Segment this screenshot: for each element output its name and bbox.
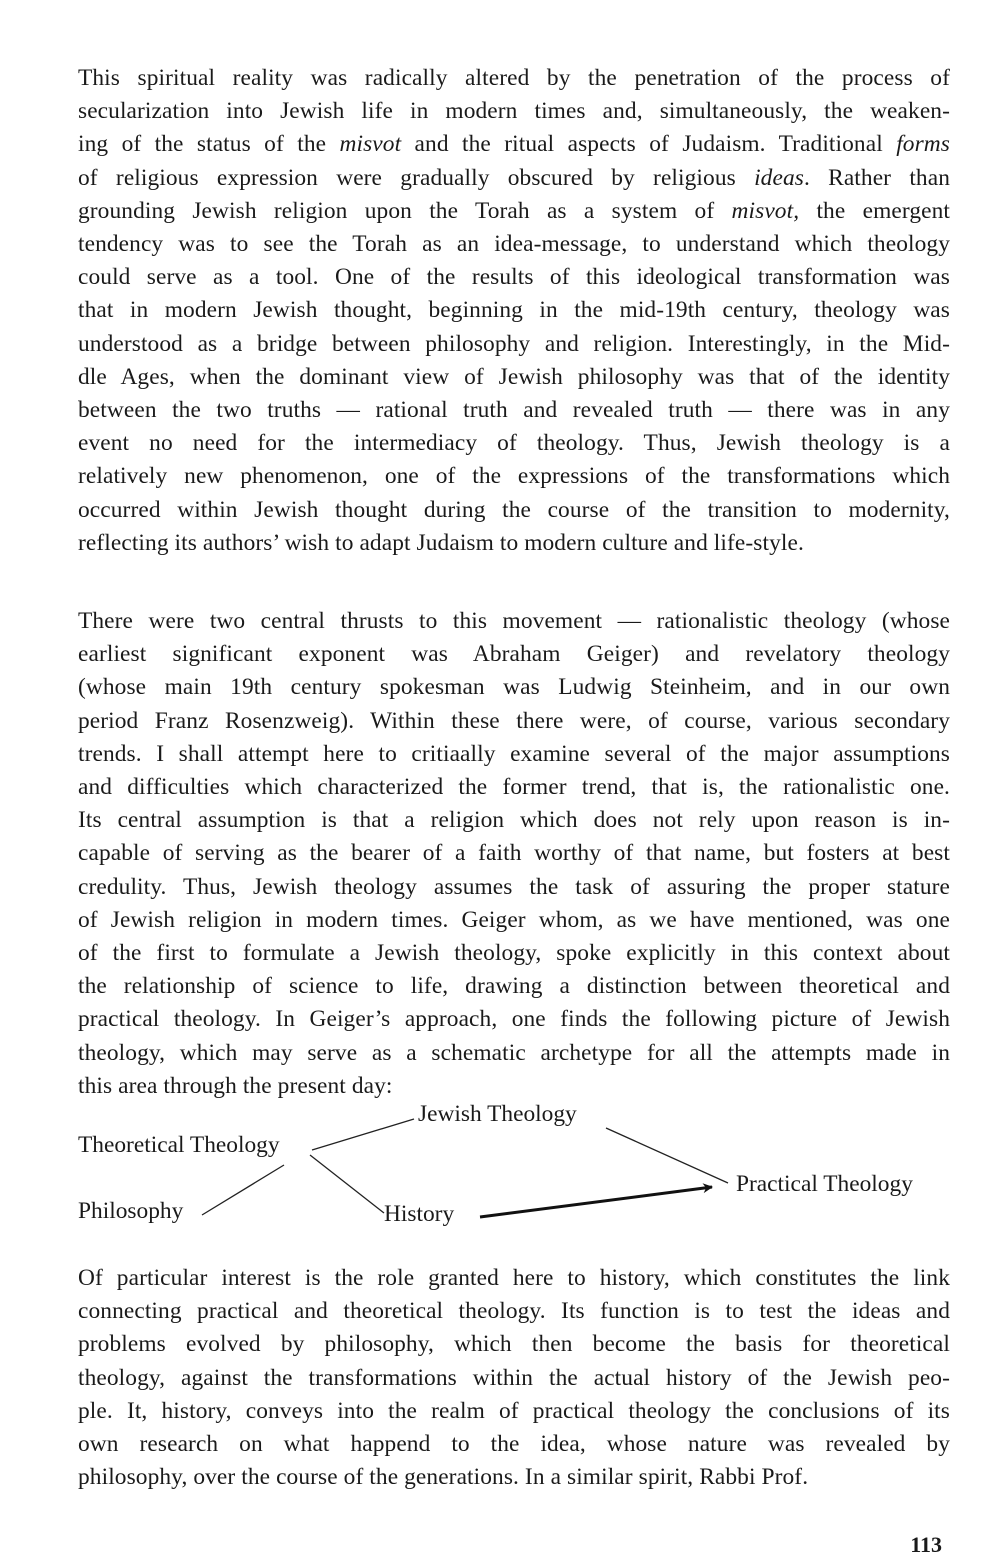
italic-term: forms (896, 131, 950, 158)
text-line: theology, which may serve as a schematic archetype for all the attempts made in (78, 1039, 950, 1066)
text-line: own research on what happend to the idea, whose nature was revealed by (78, 1431, 950, 1458)
text-line: ing of the status of the misvot and the ritual aspects of Judaism. Traditional forms (78, 131, 950, 158)
label-practical-theology: Practical Theology (736, 1171, 913, 1197)
text-line: period Franz Rosenzweig). Within these there were, of course, various secondary (78, 707, 950, 734)
text-line: Of particular interest is the role granted here to history, which constitutes the link (78, 1265, 950, 1291)
text-line: and difficulties which characterized the former trend, that is, the rationalistic one. (78, 774, 950, 801)
text-line: could serve as a tool. One of the results of this ideological transformation was (78, 264, 950, 291)
text-line: grounding Jewish religion upon the Torah as a system of misvot, the emergent (78, 197, 950, 224)
label-philosophy: Philosophy (78, 1198, 184, 1224)
text-line: philosophy, over the course of the generations. In a similar spirit, Rabbi Prof. (78, 1464, 809, 1491)
line-theoretical-to-history (310, 1155, 384, 1213)
text-line: dle Ages, when the dominant view of Jewish philosophy was that of the identity (78, 363, 950, 390)
paragraph-3 (78, 1262, 950, 1494)
line-theoretical-to-jewish (312, 1119, 414, 1150)
text-line: tendency was to see the Torah as an idea-message, to understand which theology (78, 231, 950, 258)
line-jewish-to-practical (606, 1128, 728, 1183)
text-line: ple. It, history, conveys into the realm of practical theology the conclusions of its (78, 1397, 950, 1424)
text-line: connecting practical and theoretical theology. Its function is to test the ideas and (78, 1298, 950, 1325)
text-line: capable of serving as the bearer of a faith worthy of that name, but fosters at best (78, 840, 950, 867)
text-line: occurred within Jewish thought during the course of the transition to modernity, (78, 496, 950, 523)
text-line: reflecting its authors’ wish to adapt Judaism to modern culture and life-style. (78, 529, 804, 556)
text-line: theology, against the transformations within the actual history of the Jewish peo- (78, 1364, 950, 1391)
text-line: that in modern Jewish thought, beginning in the mid-19th century, theology was (78, 297, 950, 324)
text-line: Its central assumption is that a religion which does not rely upon reason is in- (78, 807, 950, 834)
theology-diagram (0, 1095, 1000, 1245)
arrow-history-to-practical (480, 1187, 712, 1217)
italic-term: misvot, (731, 197, 800, 224)
text-line: There were two central thrusts to this movement — rationalistic theology (whose (78, 608, 950, 634)
text-line: understood as a bridge between philosophy and religion. Interestingly, in the Mid- (78, 330, 950, 357)
italic-term: ideas (754, 164, 804, 191)
text-line: secularization into Jewish life in modern times and, simultaneously, the weaken- (78, 98, 950, 125)
text-line: trends. I shall attempt here to critiaally examine several of the major assumptions (78, 740, 950, 767)
text-line: of religious expression were gradually obscured by religious ideas. Rather than (78, 164, 950, 191)
text-line: problems evolved by philosophy, which then become the basis for theoretical (78, 1331, 950, 1358)
line-philosophy-to-theoretical (202, 1165, 284, 1215)
text-line: earliest significant exponent was Abraham Geiger) and revelatory theology (78, 641, 950, 668)
text-line: credulity. Thus, Jewish theology assumes the task of assuring the proper stature (78, 873, 950, 900)
text-line: of Jewish religion in modern times. Geiger whom, as we have mentioned, was one (78, 906, 950, 933)
paragraph-1 (78, 62, 950, 560)
text-line: event no need for the intermediacy of theology. Thus, Jewish theology is a (78, 430, 950, 457)
label-history: History (384, 1201, 455, 1227)
text-line: the relationship of science to life, drawing a distinction between theoretical and (78, 973, 950, 1000)
label-jewish-theology: Jewish Theology (418, 1101, 577, 1127)
text-line: this area through the present day: (78, 1072, 393, 1099)
paragraph-2 (78, 605, 950, 1103)
text-line: (whose main 19th century spokesman was Ludwig Steinheim, and in our own (78, 674, 950, 701)
text-line: relatively new phenomenon, one of the expressions of the transformations which (78, 463, 950, 490)
text-line: practical theology. In Geiger’s approach, one finds the following picture of Jewish (78, 1006, 950, 1033)
text-line: between the two truths — rational truth and revealed truth — there was in any (78, 397, 950, 424)
label-theoretical-theology: Theoretical Theology (78, 1132, 280, 1158)
page-number: 113 (910, 1532, 942, 1557)
text-line: This spiritual reality was radically altered by the penetration of the process of (78, 65, 950, 91)
text-line: of the first to formulate a Jewish theology, spoke explicitly in this context about (78, 940, 950, 967)
italic-term: misvot (339, 131, 402, 158)
